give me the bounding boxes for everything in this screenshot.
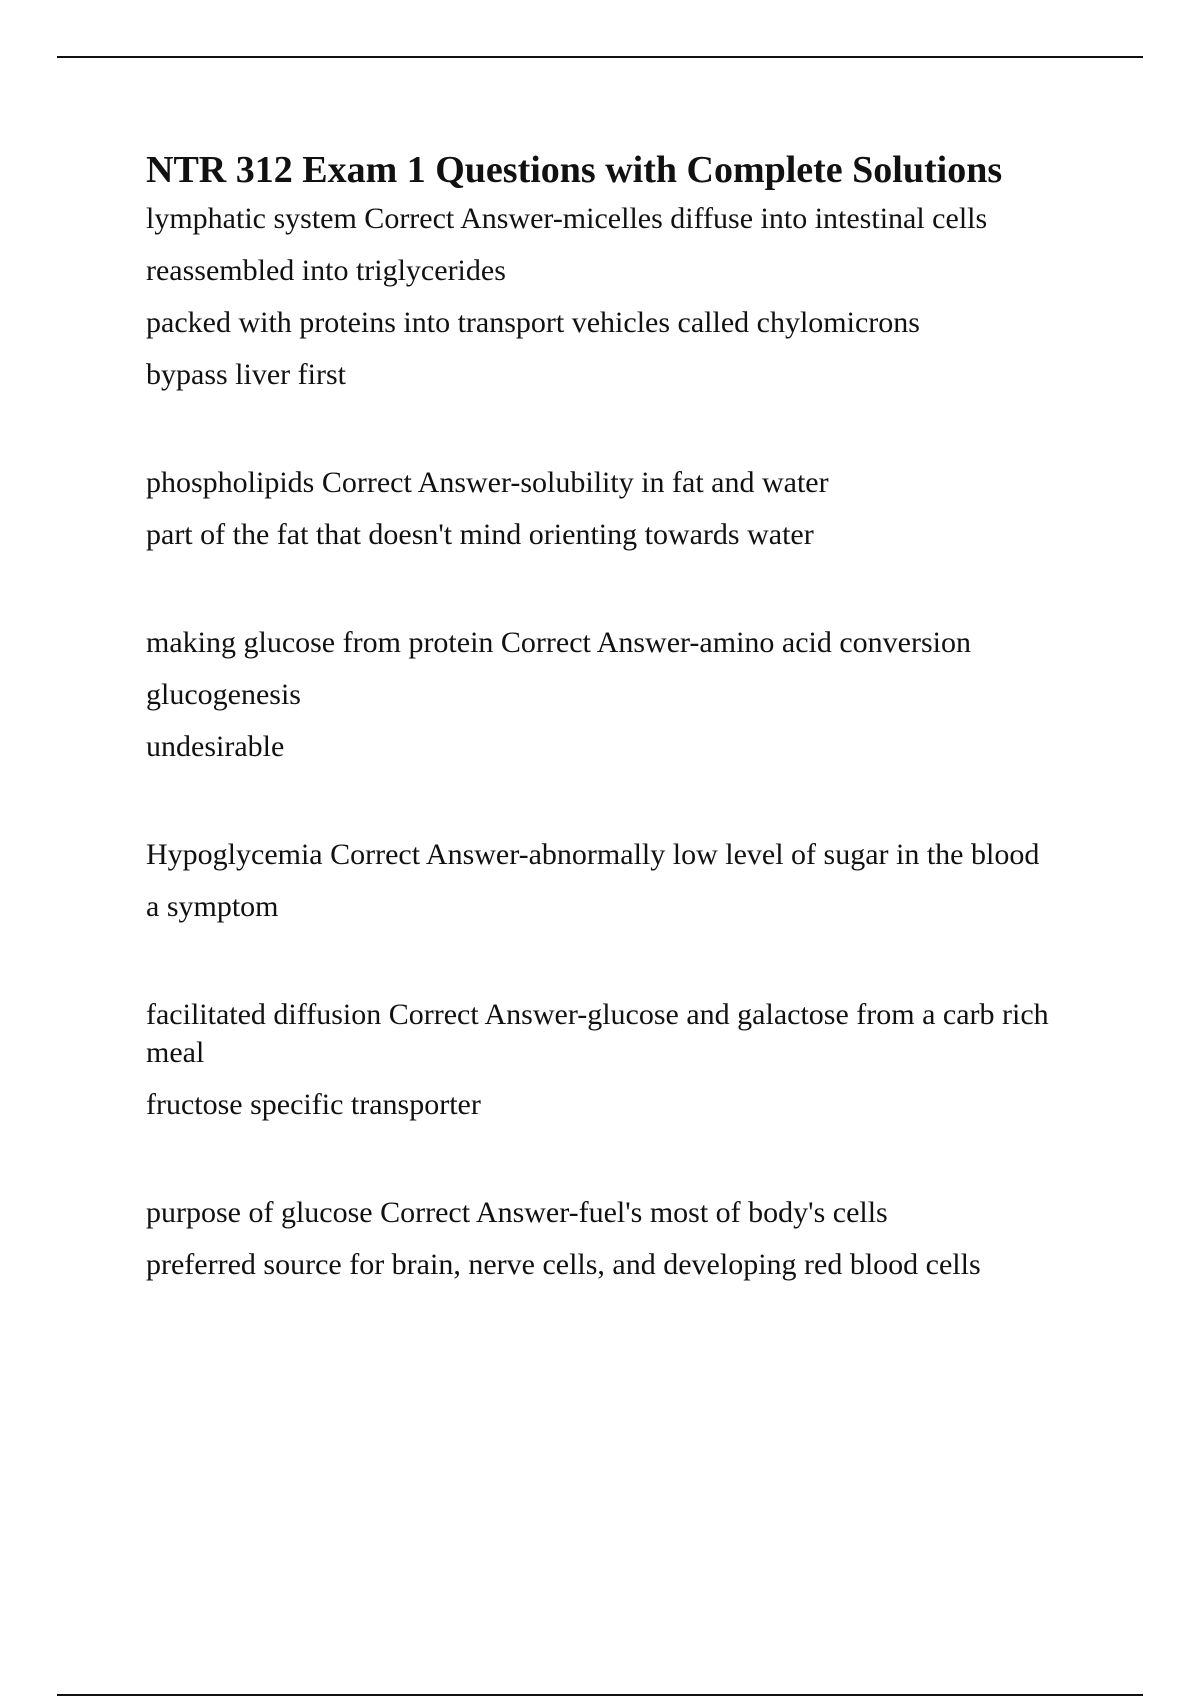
qa-line: a symptom (146, 890, 279, 923)
qa-entry (146, 617, 1081, 773)
qa-line: lymphatic system Correct Answer-micelles diffuse into intestinal cells (146, 202, 988, 235)
document-body (146, 140, 1081, 1291)
footer-rule (57, 1694, 1143, 1696)
qa-line: purpose of glucose Correct Answer-fuel's most of body's cells (146, 1196, 888, 1229)
qa-entry (146, 457, 1081, 561)
qa-line: reassembled into triglycerides (146, 254, 506, 287)
qa-entry (146, 1187, 1081, 1291)
qa-line: undesirable (146, 730, 285, 763)
qa-line: preferred source for brain, nerve cells, and developing red blood cells (146, 1248, 981, 1281)
document-title: NTR 312 Exam 1 Questions with Complete Solutions (146, 149, 1003, 191)
qa-line: bypass liver first (146, 358, 346, 391)
qa-line: packed with proteins into transport vehicles called chylomicrons (146, 306, 920, 339)
qa-entry (146, 989, 1081, 1131)
qa-line: fructose specific transporter (146, 1088, 481, 1121)
qa-entry (146, 829, 1081, 933)
qa-line: making glucose from protein Correct Answer-amino acid conversion (146, 626, 971, 659)
qa-line: part of the fat that doesn't mind orienting towards water (146, 518, 814, 551)
qa-entry (146, 200, 1081, 401)
qa-line: Hypoglycemia Correct Answer-abnormally low level of sugar in the blood (146, 838, 1040, 871)
qa-line: glucogenesis (146, 678, 301, 711)
qa-line: phospholipids Correct Answer-solubility in fat and water (146, 466, 829, 499)
header-rule (57, 56, 1143, 58)
qa-line: facilitated diffusion Correct Answer-glucose and galactose from a carb rich meal (146, 998, 1049, 1069)
